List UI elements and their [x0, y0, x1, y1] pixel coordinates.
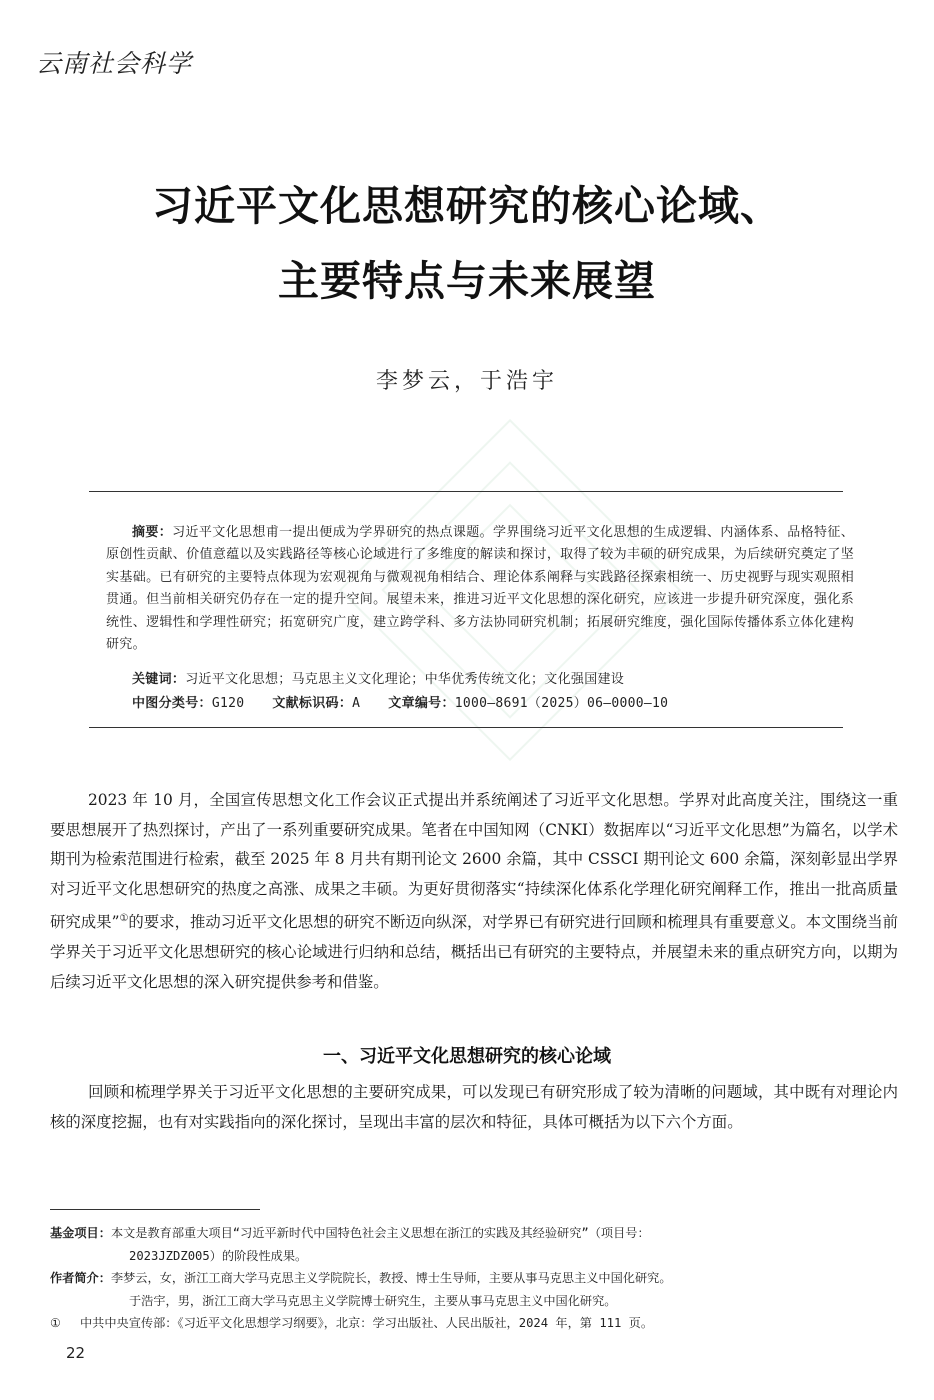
author-info-line-2: 于浩宇，男，浙江工商大学马克思主义学院博士研究生，主要从事马克思主义中国化研究。	[129, 1293, 617, 1308]
footnote-ref-1: ①	[119, 913, 129, 925]
fund-line-2: 2023JZDZ005）的阶段性成果。	[129, 1248, 308, 1263]
clc-label: 中图分类号：	[132, 696, 212, 711]
article-number-label: 文章编号：	[388, 696, 455, 711]
doc-code-label: 文献标识码：	[272, 696, 353, 711]
abstract-label: 摘要：	[132, 525, 173, 540]
abstract-block	[106, 522, 854, 656]
title-line-1: 习近平文化思想研究的核心论域、	[152, 182, 782, 230]
doc-code-value: A	[352, 696, 361, 711]
article-number-value: 1000—8691（2025）06—0000—10	[454, 696, 669, 711]
abstract-text: 习近平文化思想甫一提出便成为学界研究的热点课题。学界围绕习近平文化思想的生成逻辑、内涵体系、品格特征、原创性贡献、价值意蕴以及实践路径等核心论域进行了多维度的解读和探讨，取得了较为丰硕的研究成果，为后续研究奠定了坚实基础。已有研究的主要特点体现为宏观视角与微观视角相结合、理论体系阐释与实践路径探索相统一、历史视野与现实观照相贯通。但当前相关研究仍存在一定的提升空间。展望未来，推进习近平文化思想的深化研究，应该进一步提升研究深度，强化系统性、逻辑性和学理性研究；拓宽研究广度，建立跨学科、多方法协同研究机制；拓展研究维度，强化国际传播体系立体化建构研究。	[106, 525, 854, 653]
author-info-line-1: 李梦云，女，浙江工商大学马克思主义学院院长，教授、博士生导师，主要从事马克思主义中国化研究。	[110, 1271, 672, 1285]
keywords-line	[132, 668, 624, 687]
section-1-paragraph	[50, 1078, 898, 1137]
keywords-label: 关键词：	[132, 672, 186, 687]
page-number: 22	[66, 1344, 86, 1362]
footnotes-block	[50, 1222, 910, 1335]
section-1-text: 回顾和梳理学界关于习近平文化思想的主要研究成果，可以发现已有研究形成了较为清晰的问题域，其中既有对理论内核的深度挖掘，也有对实践指向的深化探讨，呈现出丰富的层次和特征，具体可概括为以下六个方面。	[50, 1083, 898, 1131]
intro-text-b: 的要求，推动习近平文化思想的研究不断迈向纵深，对学界已有研究进行回顾和梳理具有重要意义。本文围绕当前学界关于习近平文化思想研究的核心论域进行归纳和总结，概括出已有研究的主要特点，并展望未来的重点研究方向，以期为后续习近平文化思想的深入研究提供参考和借鉴。	[50, 913, 898, 991]
title-line-2: 主要特点与未来展望	[278, 257, 656, 305]
intro-text-a: 2023 年 10 月，全国宣传思想文化工作会议正式提出并系统阐述了习近平文化思想。学界对此高度关注，围绕这一重要思想展开了热烈探讨，产出了一系列重要研究成果。笔者在中国知网（CNKI）数据库以“习近平文化思想”为篇名，以学术期刊为检索范围进行检索，截至 2025 年 8 月共有期刊论文 2600 余篇，其中 CSSCI 期刊论文 600 余篇，深刻彰显出学界对习近平文化思想研究的热度之高涨、成果之丰硕。为更好贯彻落实“持续深化体系化学理化研究阐释工作，推出一批高质量研究成果”	[50, 791, 898, 932]
author-info-label: 作者简介：	[50, 1271, 111, 1285]
clc-value: G120	[211, 696, 245, 711]
abstract-bottom-rule	[89, 727, 843, 728]
intro-paragraph	[50, 786, 898, 997]
fund-line-1: 本文是教育部重大项目“习近平新时代中国特色社会主义思想在浙江的实践及其经验研究”（项目号：	[110, 1226, 650, 1240]
classification-line	[132, 692, 668, 711]
section-1-heading: 一、习近平文化思想研究的核心论域	[323, 1046, 611, 1067]
authors: 李梦云，于浩宇	[375, 369, 558, 394]
footnote-mark-1: ①	[50, 1316, 61, 1330]
footnote-text-1: 中共中央宣传部：《习近平文化思想学习纲要》，北京：学习出版社、人民出版社，2024 年，第 111 页。	[80, 1316, 654, 1330]
fund-label: 基金项目：	[50, 1226, 111, 1240]
journal-name: 云南社会科学	[36, 49, 193, 78]
keywords-text: 习近平文化思想；马克思主义文化理论；中华优秀传统文化；文化强国建设	[185, 672, 625, 687]
footnote-rule	[50, 1209, 260, 1210]
abstract-top-rule	[89, 491, 843, 492]
